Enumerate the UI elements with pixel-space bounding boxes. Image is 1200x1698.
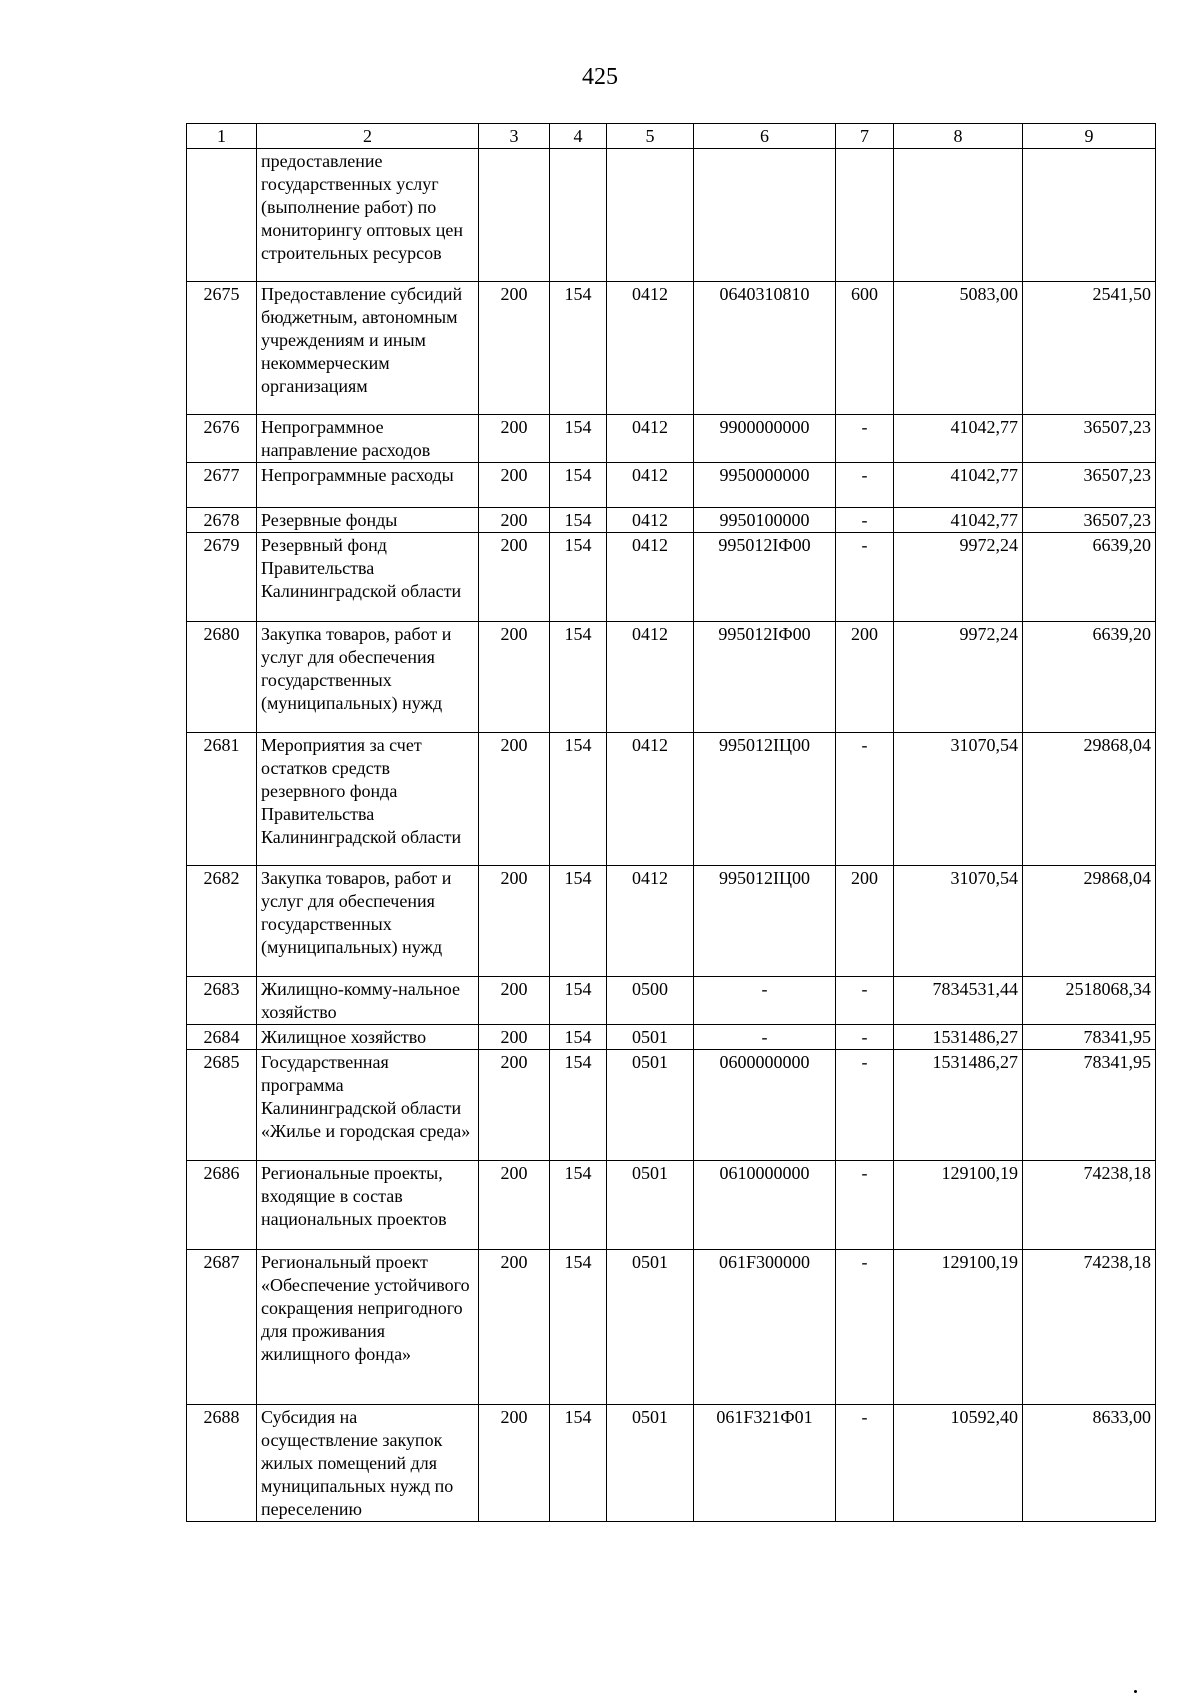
col6-cell: 0640310810 xyxy=(694,281,836,414)
col4-cell: 154 xyxy=(550,462,607,508)
table-row xyxy=(187,281,1156,414)
col4-cell: 154 xyxy=(550,1250,607,1405)
col7-cell: 200 xyxy=(836,622,894,733)
col-header-6: 6 xyxy=(694,124,836,149)
table-row xyxy=(187,1025,1156,1050)
col5-cell: 0501 xyxy=(607,1050,694,1161)
col4-cell: 154 xyxy=(550,1050,607,1161)
col8-cell: 9972,24 xyxy=(894,533,1023,622)
row-number-cell: 2680 xyxy=(187,622,257,733)
col4-cell: 154 xyxy=(550,533,607,622)
col-header-1: 1 xyxy=(187,124,257,149)
col8-cell: 1531486,27 xyxy=(894,1025,1023,1050)
row-number-cell: 2683 xyxy=(187,977,257,1025)
col6-cell: 995012IФ00 xyxy=(694,622,836,733)
col4-cell: 154 xyxy=(550,977,607,1025)
col7-cell xyxy=(836,149,894,282)
table-row xyxy=(187,977,1156,1025)
col3-cell: 200 xyxy=(479,1404,550,1521)
item-name-cell: Резервный фонд Правительства Калининградской области xyxy=(257,533,479,622)
col6-cell: 061F300000 xyxy=(694,1250,836,1405)
col8-cell: 31070,54 xyxy=(894,733,1023,866)
table-row xyxy=(187,533,1156,622)
row-number-cell: 2678 xyxy=(187,508,257,533)
col7-cell: - xyxy=(836,1250,894,1405)
col7-cell: - xyxy=(836,508,894,533)
col5-cell: 0501 xyxy=(607,1404,694,1521)
col5-cell: 0412 xyxy=(607,414,694,462)
col7-cell: 600 xyxy=(836,281,894,414)
col8-cell: 41042,77 xyxy=(894,508,1023,533)
col9-cell: 2541,50 xyxy=(1023,281,1156,414)
col-header-3: 3 xyxy=(479,124,550,149)
col6-cell: 9900000000 xyxy=(694,414,836,462)
col3-cell: 200 xyxy=(479,1250,550,1405)
col6-cell: 995012IЦ00 xyxy=(694,866,836,977)
col8-cell: 9972,24 xyxy=(894,622,1023,733)
col8-cell: 129100,19 xyxy=(894,1161,1023,1250)
item-name-cell: Предоставление субсидий бюджетным, автономным учреждениям и иным некоммерческим организациям xyxy=(257,281,479,414)
col5-cell: 0412 xyxy=(607,866,694,977)
col6-cell: - xyxy=(694,977,836,1025)
col9-cell: 29868,04 xyxy=(1023,866,1156,977)
col4-cell xyxy=(550,149,607,282)
col8-cell: 31070,54 xyxy=(894,866,1023,977)
row-number-cell xyxy=(187,149,257,282)
col7-cell: - xyxy=(836,462,894,508)
col3-cell: 200 xyxy=(479,1161,550,1250)
col9-cell: 6639,20 xyxy=(1023,622,1156,733)
item-name-cell: Непрограммное направление расходов xyxy=(257,414,479,462)
col7-cell: - xyxy=(836,414,894,462)
col5-cell: 0412 xyxy=(607,508,694,533)
col4-cell: 154 xyxy=(550,733,607,866)
col8-cell: 5083,00 xyxy=(894,281,1023,414)
table-row xyxy=(187,1250,1156,1405)
col8-cell: 41042,77 xyxy=(894,414,1023,462)
row-number-cell: 2682 xyxy=(187,866,257,977)
table-row xyxy=(187,1050,1156,1161)
row-number-cell: 2679 xyxy=(187,533,257,622)
table-row xyxy=(187,622,1156,733)
col3-cell: 200 xyxy=(479,281,550,414)
col9-cell: 8633,00 xyxy=(1023,1404,1156,1521)
item-name-cell: Непрограммные расходы xyxy=(257,462,479,508)
col7-cell: - xyxy=(836,1025,894,1050)
item-name-cell: Региональные проекты, входящие в состав национальных проектов xyxy=(257,1161,479,1250)
col6-cell: 995012IФ00 xyxy=(694,533,836,622)
col4-cell: 154 xyxy=(550,414,607,462)
col8-cell: 41042,77 xyxy=(894,462,1023,508)
col3-cell: 200 xyxy=(479,622,550,733)
col9-cell: 2518068,34 xyxy=(1023,977,1156,1025)
table-row xyxy=(187,1404,1156,1521)
col5-cell: 0412 xyxy=(607,281,694,414)
col3-cell: 200 xyxy=(479,508,550,533)
col5-cell: 0412 xyxy=(607,462,694,508)
col8-cell: 129100,19 xyxy=(894,1250,1023,1405)
col6-cell xyxy=(694,149,836,282)
table-row xyxy=(187,508,1156,533)
col9-cell: 36507,23 xyxy=(1023,414,1156,462)
table-row xyxy=(187,414,1156,462)
item-name-cell: Закупка товаров, работ и услуг для обеспечения государственных (муниципальных) нужд xyxy=(257,866,479,977)
scan-mark xyxy=(1134,1690,1137,1693)
table-row xyxy=(187,149,1156,282)
col6-cell: 9950100000 xyxy=(694,508,836,533)
col9-cell: 74238,18 xyxy=(1023,1161,1156,1250)
header-row xyxy=(187,124,1156,149)
col6-cell: 995012IЦ00 xyxy=(694,733,836,866)
col3-cell: 200 xyxy=(479,462,550,508)
col5-cell: 0501 xyxy=(607,1025,694,1050)
col4-cell: 154 xyxy=(550,281,607,414)
col8-cell: 7834531,44 xyxy=(894,977,1023,1025)
col6-cell: 061F321Ф01 xyxy=(694,1404,836,1521)
row-number-cell: 2676 xyxy=(187,414,257,462)
col-header-4: 4 xyxy=(550,124,607,149)
col3-cell: 200 xyxy=(479,533,550,622)
col-header-5: 5 xyxy=(607,124,694,149)
col5-cell: 0412 xyxy=(607,533,694,622)
item-name-cell: Мероприятия за счет остатков средств резервного фонда Правительства Калининградской области xyxy=(257,733,479,866)
row-number-cell: 2681 xyxy=(187,733,257,866)
col5-cell: 0501 xyxy=(607,1250,694,1405)
row-number-cell: 2684 xyxy=(187,1025,257,1050)
page-number: 425 xyxy=(582,64,618,90)
col5-cell: 0501 xyxy=(607,1161,694,1250)
col5-cell xyxy=(607,149,694,282)
col4-cell: 154 xyxy=(550,1025,607,1050)
item-name-cell: Закупка товаров, работ и услуг для обеспечения государственных (муниципальных) нужд xyxy=(257,622,479,733)
col-header-8: 8 xyxy=(894,124,1023,149)
col6-cell: - xyxy=(694,1025,836,1050)
col3-cell xyxy=(479,149,550,282)
col9-cell: 78341,95 xyxy=(1023,1025,1156,1050)
table-row xyxy=(187,462,1156,508)
table-row xyxy=(187,733,1156,866)
col3-cell: 200 xyxy=(479,733,550,866)
col7-cell: - xyxy=(836,1404,894,1521)
col8-cell: 1531486,27 xyxy=(894,1050,1023,1161)
col7-cell: - xyxy=(836,977,894,1025)
col-header-2: 2 xyxy=(257,124,479,149)
row-number-cell: 2675 xyxy=(187,281,257,414)
col3-cell: 200 xyxy=(479,977,550,1025)
col6-cell: 9950000000 xyxy=(694,462,836,508)
col3-cell: 200 xyxy=(479,414,550,462)
col7-cell: - xyxy=(836,1161,894,1250)
col4-cell: 154 xyxy=(550,866,607,977)
col-header-7: 7 xyxy=(836,124,894,149)
col4-cell: 154 xyxy=(550,508,607,533)
col5-cell: 0500 xyxy=(607,977,694,1025)
col5-cell: 0412 xyxy=(607,622,694,733)
col6-cell: 0600000000 xyxy=(694,1050,836,1161)
col7-cell: 200 xyxy=(836,866,894,977)
item-name-cell: Государственная программа Калининградской области «Жилье и городская среда» xyxy=(257,1050,479,1161)
item-name-cell: Региональный проект «Обеспечение устойчивого сокращения непригодного для проживания жилищного фонда» xyxy=(257,1250,479,1405)
col3-cell: 200 xyxy=(479,1025,550,1050)
col-header-9: 9 xyxy=(1023,124,1156,149)
col9-cell: 78341,95 xyxy=(1023,1050,1156,1161)
row-number-cell: 2685 xyxy=(187,1050,257,1161)
row-number-cell: 2688 xyxy=(187,1404,257,1521)
col4-cell: 154 xyxy=(550,1161,607,1250)
col8-cell: 10592,40 xyxy=(894,1404,1023,1521)
col9-cell: 6639,20 xyxy=(1023,533,1156,622)
col7-cell: - xyxy=(836,533,894,622)
col9-cell: 36507,23 xyxy=(1023,462,1156,508)
item-name-cell: Жилищное хозяйство xyxy=(257,1025,479,1050)
item-name-cell: Субсидия на осуществление закупок жилых помещений для муниципальных нужд по переселению xyxy=(257,1404,479,1521)
col3-cell: 200 xyxy=(479,1050,550,1161)
row-number-cell: 2686 xyxy=(187,1161,257,1250)
col8-cell xyxy=(894,149,1023,282)
col4-cell: 154 xyxy=(550,622,607,733)
item-name-cell: Резервные фонды xyxy=(257,508,479,533)
table-row xyxy=(187,1161,1156,1250)
item-name-cell: Жилищно-комму-нальное хозяйство xyxy=(257,977,479,1025)
col9-cell xyxy=(1023,149,1156,282)
col3-cell: 200 xyxy=(479,866,550,977)
col4-cell: 154 xyxy=(550,1404,607,1521)
row-number-cell: 2677 xyxy=(187,462,257,508)
table-body xyxy=(187,149,1156,1522)
col7-cell: - xyxy=(836,733,894,866)
col9-cell: 29868,04 xyxy=(1023,733,1156,866)
col7-cell: - xyxy=(836,1050,894,1161)
col6-cell: 0610000000 xyxy=(694,1161,836,1250)
col9-cell: 74238,18 xyxy=(1023,1250,1156,1405)
item-name-cell: предоставление государственных услуг (выполнение работ) по мониторингу оптовых цен строительных ресурсов xyxy=(257,149,479,282)
budget-table xyxy=(186,123,1156,1522)
table-row xyxy=(187,866,1156,977)
col5-cell: 0412 xyxy=(607,733,694,866)
row-number-cell: 2687 xyxy=(187,1250,257,1405)
col9-cell: 36507,23 xyxy=(1023,508,1156,533)
